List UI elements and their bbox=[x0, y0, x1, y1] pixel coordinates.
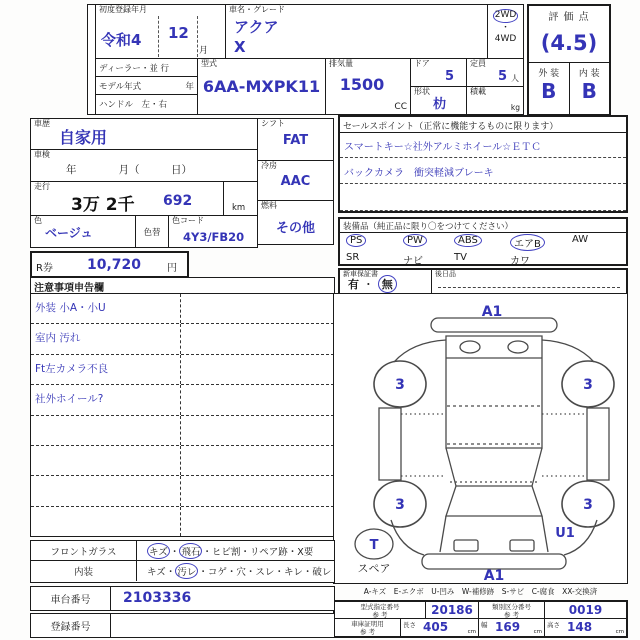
interior-grade-value: B bbox=[581, 79, 597, 103]
score-label: 評 価 点 bbox=[548, 12, 590, 23]
dealer-row1: ディーラー・並 行 bbox=[96, 59, 197, 77]
fuel-label: 燃料 bbox=[261, 201, 277, 210]
mileage-rest: 692 bbox=[163, 193, 193, 209]
fuel-box bbox=[257, 200, 334, 245]
model-no-value: 20186 bbox=[426, 602, 479, 618]
spare-tire-mark: T bbox=[369, 538, 379, 553]
car-grade: X bbox=[234, 38, 246, 56]
history-label: 車歴 bbox=[34, 119, 50, 128]
reference-table bbox=[333, 600, 628, 638]
interior-item: キレ bbox=[283, 567, 303, 578]
r-ticket-unit: 円 bbox=[167, 263, 177, 274]
length-cell bbox=[401, 619, 479, 636]
cooling-value: AAC bbox=[280, 174, 311, 189]
damage-legend: A-キズ E-エクボ U-凹み W-補修跡 S-サビ C-腐食 XX-交換済 bbox=[363, 587, 598, 596]
load-label: 積載 bbox=[470, 87, 486, 96]
wheel-mark-front-left: 3 bbox=[395, 497, 405, 513]
chassis-no-box bbox=[30, 586, 335, 611]
color-code-box bbox=[168, 215, 258, 248]
displacement-value: 1500 bbox=[339, 75, 385, 94]
shape-value: 朸 bbox=[433, 97, 447, 112]
model-code-label: 型式 bbox=[201, 59, 217, 68]
model-no-label: 型式指定番号 bbox=[360, 603, 400, 611]
interior-item: コゲ bbox=[207, 567, 227, 578]
chassis-no-value: 2103336 bbox=[123, 590, 192, 606]
first-registration-era: 令和4 bbox=[101, 31, 142, 49]
sales-point-line1: スマートキー☆社外アルミホイール☆ＥＴＣ bbox=[340, 133, 626, 158]
wheel-mark-rear-right: 3 bbox=[583, 377, 593, 393]
inspection-label: 車検 bbox=[34, 150, 50, 159]
garage-label-cell bbox=[335, 619, 401, 636]
width-cell bbox=[479, 619, 545, 636]
class-no-label: 類別区分番号 bbox=[492, 603, 531, 611]
sales-point-box bbox=[338, 115, 628, 213]
length-unit: cm bbox=[467, 629, 476, 635]
car-name-value bbox=[234, 17, 279, 57]
separator: ・ bbox=[274, 567, 284, 578]
wheel-mark-front-right: 3 bbox=[583, 497, 593, 513]
note-item: 社外ホイール? bbox=[31, 385, 181, 414]
glass-item: ヒビ割 bbox=[211, 546, 241, 558]
warranty-box bbox=[338, 268, 628, 296]
shift-box bbox=[257, 118, 334, 161]
width-unit: cm bbox=[533, 629, 542, 635]
class-no-label-cell bbox=[479, 602, 545, 618]
color-box bbox=[30, 215, 136, 248]
height-cell bbox=[545, 619, 626, 636]
first-registration-month: 12 bbox=[168, 24, 189, 42]
wheel-mark-rear-left: 3 bbox=[395, 377, 405, 393]
cooling-label: 冷房 bbox=[261, 161, 277, 170]
first-registration-label: 初度登録年月 bbox=[99, 5, 147, 14]
equipment-box bbox=[338, 217, 628, 266]
later-items-label: 後日品 bbox=[435, 270, 456, 278]
load-box bbox=[466, 86, 524, 115]
drive-other: 4WD bbox=[494, 34, 517, 45]
dealer-row3: ハンドル 左・右 bbox=[99, 100, 168, 110]
interior-item: 汚レ bbox=[175, 563, 198, 579]
interior-grade-label: 内 装 bbox=[578, 69, 600, 79]
equipment-abs: ABS bbox=[454, 234, 482, 247]
note-item: 外装 小A・小U bbox=[31, 294, 181, 323]
sales-point-line2: バックカメラ 衝突軽減ブレーキ bbox=[340, 158, 626, 184]
mileage-man-sen: 3万 2千 bbox=[71, 195, 135, 215]
equipment-ps: PS bbox=[346, 234, 366, 247]
drive-selected: 2WD bbox=[493, 9, 519, 23]
color-label: 色 bbox=[34, 216, 42, 225]
capacity-label: 定員 bbox=[470, 59, 486, 68]
car-name-label: 車名・グレード bbox=[229, 5, 285, 14]
interior-condition-items bbox=[137, 563, 331, 579]
class-no-value: 0019 bbox=[568, 603, 603, 617]
mileage-unit: km bbox=[232, 203, 246, 213]
front-damage-mark: A1 bbox=[483, 568, 505, 582]
interior-item: 穴 bbox=[236, 567, 246, 578]
separator: ・ bbox=[240, 546, 250, 558]
note-item: 室内 汚れ bbox=[31, 324, 181, 353]
later-items-line bbox=[438, 287, 620, 288]
model-no-sub: 参 考 bbox=[372, 611, 388, 620]
displacement-unit: CC bbox=[394, 102, 407, 112]
mileage-unit-cell bbox=[223, 182, 257, 215]
model-code-box bbox=[197, 58, 326, 115]
height-unit: cm bbox=[615, 629, 624, 635]
separator: ・ bbox=[287, 546, 298, 558]
drive-dot: ・ bbox=[500, 22, 510, 33]
notes-body bbox=[31, 294, 334, 536]
color-code-label: 色コード bbox=[172, 216, 204, 225]
warranty-cell bbox=[340, 270, 432, 294]
history-value: 自家用 bbox=[59, 128, 108, 147]
reg-no-box bbox=[30, 613, 335, 638]
r-ticket-value: 10,720 bbox=[87, 257, 142, 273]
later-items-cell bbox=[432, 270, 626, 294]
first-registration-month-cell bbox=[158, 16, 198, 57]
shape-box bbox=[410, 86, 467, 115]
front-glass-label: フロントガラス bbox=[31, 541, 137, 560]
garage-sub: 参 考 bbox=[359, 628, 376, 637]
mileage-label: 走行 bbox=[34, 182, 50, 191]
shift-label: シフト bbox=[261, 119, 285, 128]
glass-item: キズ bbox=[147, 543, 170, 559]
equipment-header: 装備品（純正品に限り〇をつけてください） bbox=[340, 219, 626, 233]
interior-item: キズ bbox=[147, 567, 166, 578]
color-code-value: 4Y3/FB20 bbox=[183, 230, 245, 244]
inspection-fields: 年 月（ 日） bbox=[66, 164, 192, 176]
capacity-unit: 人 bbox=[511, 74, 519, 83]
color-change-label: 色替 bbox=[143, 227, 161, 238]
month-unit: 月 bbox=[199, 46, 209, 56]
color-value: ベージュ bbox=[45, 226, 93, 240]
vehicle-diagram-box bbox=[333, 293, 628, 584]
equipment-pw: PW bbox=[403, 234, 427, 247]
warranty-label: 新車保証書 bbox=[343, 270, 378, 278]
note-item: Ft左カメラ不良 bbox=[31, 355, 181, 384]
height-value: 148 bbox=[567, 620, 593, 634]
width-value: 169 bbox=[495, 620, 521, 634]
glass-item: X要 bbox=[297, 546, 314, 558]
vehicle-diagram bbox=[334, 294, 626, 582]
interior-item: スレ bbox=[255, 567, 275, 578]
model-year-unit: 年 bbox=[185, 82, 194, 92]
length-value: 405 bbox=[423, 620, 449, 634]
glass-item: リペア跡 bbox=[249, 546, 288, 558]
equipment-aw: AW bbox=[572, 234, 589, 245]
separator: ・ bbox=[202, 546, 212, 558]
cooling-box bbox=[257, 160, 334, 201]
spare-tire-label: スペア bbox=[357, 562, 391, 575]
garage-label: 車庫証明用 bbox=[351, 620, 384, 628]
reg-no-label: 登録番号 bbox=[31, 614, 111, 637]
model-no-label-cell bbox=[335, 602, 426, 618]
warranty-yes: 有 bbox=[348, 278, 359, 291]
doors-box bbox=[410, 58, 467, 87]
interior-item: 破レ bbox=[312, 567, 332, 578]
fuel-value: その他 bbox=[275, 221, 315, 236]
separator: ・ bbox=[198, 567, 208, 578]
equipment-navi: ナビ bbox=[403, 256, 423, 267]
equipment-airbag: エアB bbox=[510, 234, 545, 251]
doors-label: ドア bbox=[414, 59, 430, 68]
capacity-value: 5 bbox=[497, 69, 507, 84]
shift-value: FAT bbox=[282, 133, 309, 148]
rear-damage-mark: A1 bbox=[481, 304, 503, 320]
r-ticket-box bbox=[30, 251, 189, 278]
doors-value: 5 bbox=[444, 69, 454, 84]
width-label: 幅 bbox=[481, 621, 488, 629]
load-unit: kg bbox=[510, 103, 520, 112]
warranty-no: 無 bbox=[378, 275, 397, 293]
equipment-tv: TV bbox=[454, 252, 467, 263]
front-glass-items bbox=[137, 543, 313, 559]
history-box bbox=[30, 118, 258, 150]
front-right-damage-mark: U1 bbox=[555, 526, 575, 541]
shape-label: 形状 bbox=[414, 87, 430, 96]
separator: ・ bbox=[165, 567, 176, 578]
equipment-leather: カワ bbox=[510, 256, 530, 267]
notes-header: 注意事項申告欄 bbox=[31, 278, 334, 294]
first-registration-box bbox=[95, 4, 226, 59]
model-year-label: モデル年式 bbox=[99, 82, 142, 92]
glass-item: 飛石 bbox=[179, 543, 202, 559]
separator: ・ bbox=[226, 567, 237, 578]
notes-box bbox=[30, 277, 335, 537]
car-name-box bbox=[225, 4, 488, 59]
height-label: 高さ bbox=[547, 621, 560, 629]
dealer-box bbox=[95, 58, 198, 115]
separator: ・ bbox=[169, 546, 180, 558]
separator: ・ bbox=[302, 567, 313, 578]
condition-box bbox=[30, 540, 335, 583]
length-label: 長さ bbox=[403, 621, 416, 629]
exterior-grade-value: B bbox=[541, 79, 557, 103]
sales-point-header: セールスポイント（正常に機能するものに限ります） bbox=[340, 117, 626, 133]
car-name: アクア bbox=[234, 18, 279, 36]
class-no-sub: 参 考 bbox=[503, 611, 520, 620]
capacity-box bbox=[466, 58, 524, 87]
mileage-box bbox=[30, 181, 258, 216]
color-change-box bbox=[135, 215, 169, 248]
interior-condition-label: 内装 bbox=[31, 561, 137, 581]
r-ticket-label: R券 bbox=[36, 263, 53, 274]
inspection-box bbox=[30, 149, 258, 182]
separator: ・ bbox=[245, 567, 256, 578]
warranty-dot: ・ bbox=[362, 278, 374, 291]
chassis-no-label: 車台番号 bbox=[31, 587, 111, 610]
model-code-value: 6AA-MXPK11 bbox=[202, 77, 321, 96]
displacement-box bbox=[325, 58, 411, 115]
score-value: (4.5) bbox=[540, 30, 598, 55]
equipment-sr: SR bbox=[346, 252, 360, 263]
drive-type-box bbox=[487, 4, 524, 59]
exterior-grade-label: 外 装 bbox=[538, 69, 560, 79]
displacement-label: 排気量 bbox=[329, 59, 353, 68]
score-box bbox=[527, 4, 611, 116]
sales-point-line3 bbox=[340, 184, 626, 211]
